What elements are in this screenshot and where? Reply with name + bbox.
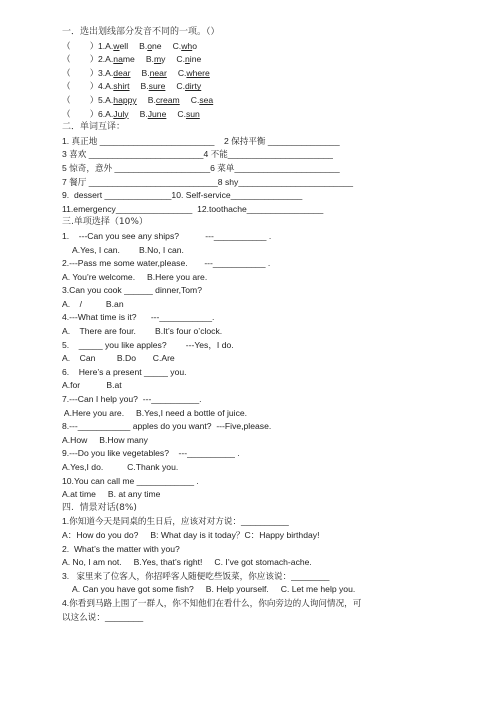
option-letter: A. xyxy=(105,40,114,51)
pronunciation-item xyxy=(62,40,482,54)
underlined-part: na xyxy=(113,54,123,65)
option-letter: B. xyxy=(140,81,149,92)
option-letter: A. xyxy=(105,67,114,78)
option-letter: A. xyxy=(105,54,114,65)
option-letter: B. xyxy=(147,94,156,105)
pronunciation-item xyxy=(62,108,482,122)
question-line: A. / B.an xyxy=(62,298,124,309)
answer-paren: （ ） xyxy=(62,81,99,92)
option-letter: A. xyxy=(105,108,114,119)
option-rest: ine xyxy=(189,54,202,65)
vocab-line: 5 惊奇，意外 ____________________6 菜单______________________ xyxy=(62,162,340,173)
option-b xyxy=(142,68,167,78)
worksheet xyxy=(62,26,482,624)
section1-items xyxy=(62,40,482,122)
vocab-line: 1. 真正地 ________________________ 2 保持平衡 _______________ xyxy=(62,135,340,146)
option-a xyxy=(105,54,135,64)
underlined-part: sure xyxy=(148,81,166,92)
question-line: 8.---___________ apples do you want? ---Five,please. xyxy=(62,421,272,432)
question-line: A. Can B.Do C.Are xyxy=(62,353,175,364)
option-b xyxy=(148,95,180,105)
item-number: 5. xyxy=(98,94,106,105)
question-line: 6. Here’s a present _____ you. xyxy=(62,366,187,377)
vocab-line: 11.emergency________________ 12.toothache________________ xyxy=(62,203,324,214)
pronunciation-item xyxy=(62,80,482,94)
option-letter: C. xyxy=(172,40,182,51)
vocab-line: 3 喜欢 ________________________4 不能______________________ xyxy=(62,149,333,160)
question-line: 2.---Pass me some water,please. ---___________ . xyxy=(62,258,271,269)
underlined-part: happy xyxy=(113,94,137,105)
answer-paren: （ ） xyxy=(62,94,99,105)
option-b xyxy=(139,41,161,51)
question-line: A.Yes, I can. B.No, I can. xyxy=(72,244,184,255)
option-c xyxy=(177,109,199,119)
question-line: 以这么说：________ xyxy=(62,611,144,622)
question-line: A. There are four. B.It’s four o’clock. xyxy=(62,326,223,337)
question-line: 3.Can you cook ______ dinner,Tom? xyxy=(62,285,202,296)
option-rest: o xyxy=(192,40,197,51)
item-number: 1. xyxy=(98,40,106,51)
question-line: 7.---Can I help you? ---__________. xyxy=(62,394,202,405)
option-letter: C. xyxy=(176,81,185,92)
question-line: A.Yes,I do. C.Thank you. xyxy=(62,462,179,472)
underlined-part: n xyxy=(185,54,190,65)
option-letter: C. xyxy=(177,108,186,119)
option-letter: A. xyxy=(105,81,114,92)
section2-lines xyxy=(62,135,482,217)
option-c xyxy=(173,41,197,51)
question-line: A. You’re welcome. B.Here you are. xyxy=(62,271,208,282)
underlined-part: dirty xyxy=(184,81,202,92)
option-letter: B. xyxy=(145,54,154,65)
answer-paren: （ ） xyxy=(62,67,99,78)
option-letter: C. xyxy=(177,67,187,78)
question-line: A. Can you have got some fish? B. Help yourself. C. Let me help you. xyxy=(72,584,356,595)
option-a xyxy=(105,41,128,51)
underlined-part: dear xyxy=(113,67,131,78)
question-line: 5. _____ you like apples? ---Yes，I do. xyxy=(62,339,234,350)
section1-title: 一．选出划线部分发音不同的一项。（） xyxy=(62,27,220,37)
section3-lines xyxy=(62,230,482,502)
underlined-part: June xyxy=(147,108,167,119)
option-letter: A. xyxy=(105,94,114,105)
option-letter: B. xyxy=(139,40,148,51)
underlined-part: sea xyxy=(199,94,214,105)
pronunciation-item xyxy=(62,94,482,108)
option-letter: B. xyxy=(139,108,148,119)
option-a xyxy=(105,81,129,91)
item-number: 6. xyxy=(98,108,106,119)
option-rest: ell xyxy=(119,40,129,51)
option-b xyxy=(141,81,166,91)
pronunciation-item xyxy=(62,53,482,67)
question-line: 1. ---Can you see any ships? ---___________ . xyxy=(62,230,272,241)
option-c xyxy=(191,95,213,105)
option-rest: ne xyxy=(152,40,162,51)
option-rest: me xyxy=(122,54,135,65)
underlined-part: w xyxy=(113,40,120,51)
pronunciation-item xyxy=(62,67,482,81)
underlined-part: July xyxy=(113,108,129,119)
question-line: 9.---Do you like vegetables? ---__________ . xyxy=(62,448,240,459)
section2-title: 二．单词互译： xyxy=(62,122,126,133)
option-letter: C. xyxy=(190,94,200,105)
question-line: 4.你看到马路上围了一群人，你不知他们在看什么，你向旁边的人询问情况，可 xyxy=(62,597,362,608)
question-line: A. No, I am not. B.Yes, that’s right! C. I’ve got stomach-ache. xyxy=(62,557,312,568)
underlined-part: where xyxy=(186,67,210,78)
question-line: 3. 家里来了位客人，你招呼客人随便吃些饭菜，你应该说：________ xyxy=(62,570,330,581)
question-line: A.for B.at xyxy=(62,380,122,391)
item-number: 3. xyxy=(98,67,106,78)
section4-lines xyxy=(62,515,482,624)
underlined-part: o xyxy=(147,40,153,51)
option-c xyxy=(178,68,210,78)
underlined-part: wh xyxy=(181,40,193,51)
option-b xyxy=(146,54,166,64)
answer-paren: （ ） xyxy=(62,108,99,119)
vocab-line: 9. dessert ______________10. Self-service_______________ xyxy=(62,190,303,201)
underlined-part: m xyxy=(153,54,162,65)
option-a xyxy=(105,109,128,119)
option-c xyxy=(176,54,201,64)
option-a xyxy=(105,68,130,78)
question-line: A.at time B. at any time xyxy=(62,489,161,500)
answer-paren: （ ） xyxy=(62,54,99,65)
item-number: 2. xyxy=(98,54,106,65)
option-a xyxy=(105,95,137,105)
question-line: A.Here you are. B.Yes,I need a bottle of juice. xyxy=(62,407,248,418)
question-line: 4.---What time is it? ---___________. xyxy=(62,312,215,323)
underlined-part: near xyxy=(149,67,167,78)
question-line: A.How B.How many xyxy=(62,434,148,445)
item-number: 4. xyxy=(98,81,106,92)
section3-title: 三.单项选择（10%） xyxy=(62,217,148,228)
option-b xyxy=(140,109,167,119)
answer-paren: （ ） xyxy=(62,40,99,51)
question-line: 1.你知道今天是同桌的生日后，应该对对方说：__________ xyxy=(62,516,289,527)
option-letter: B. xyxy=(141,67,150,78)
underlined-part: cream xyxy=(155,94,180,105)
vocab-line: 7 餐厅 ___________________________8 shy________________________ xyxy=(62,176,354,187)
underlined-part: sun xyxy=(185,108,200,119)
question-line: A：How do you do? B: What day is it today？C：Happy birthday! xyxy=(62,529,320,540)
option-rest: y xyxy=(161,54,166,65)
question-line: 10.You can call me ____________ . xyxy=(62,475,199,486)
question-line: 2. What’s the matter with you? xyxy=(62,543,180,554)
option-c xyxy=(176,81,201,91)
section4-title: 四. 情景对话(8%) xyxy=(62,502,137,513)
option-letter: C. xyxy=(176,54,185,65)
underlined-part: shirt xyxy=(113,81,130,92)
